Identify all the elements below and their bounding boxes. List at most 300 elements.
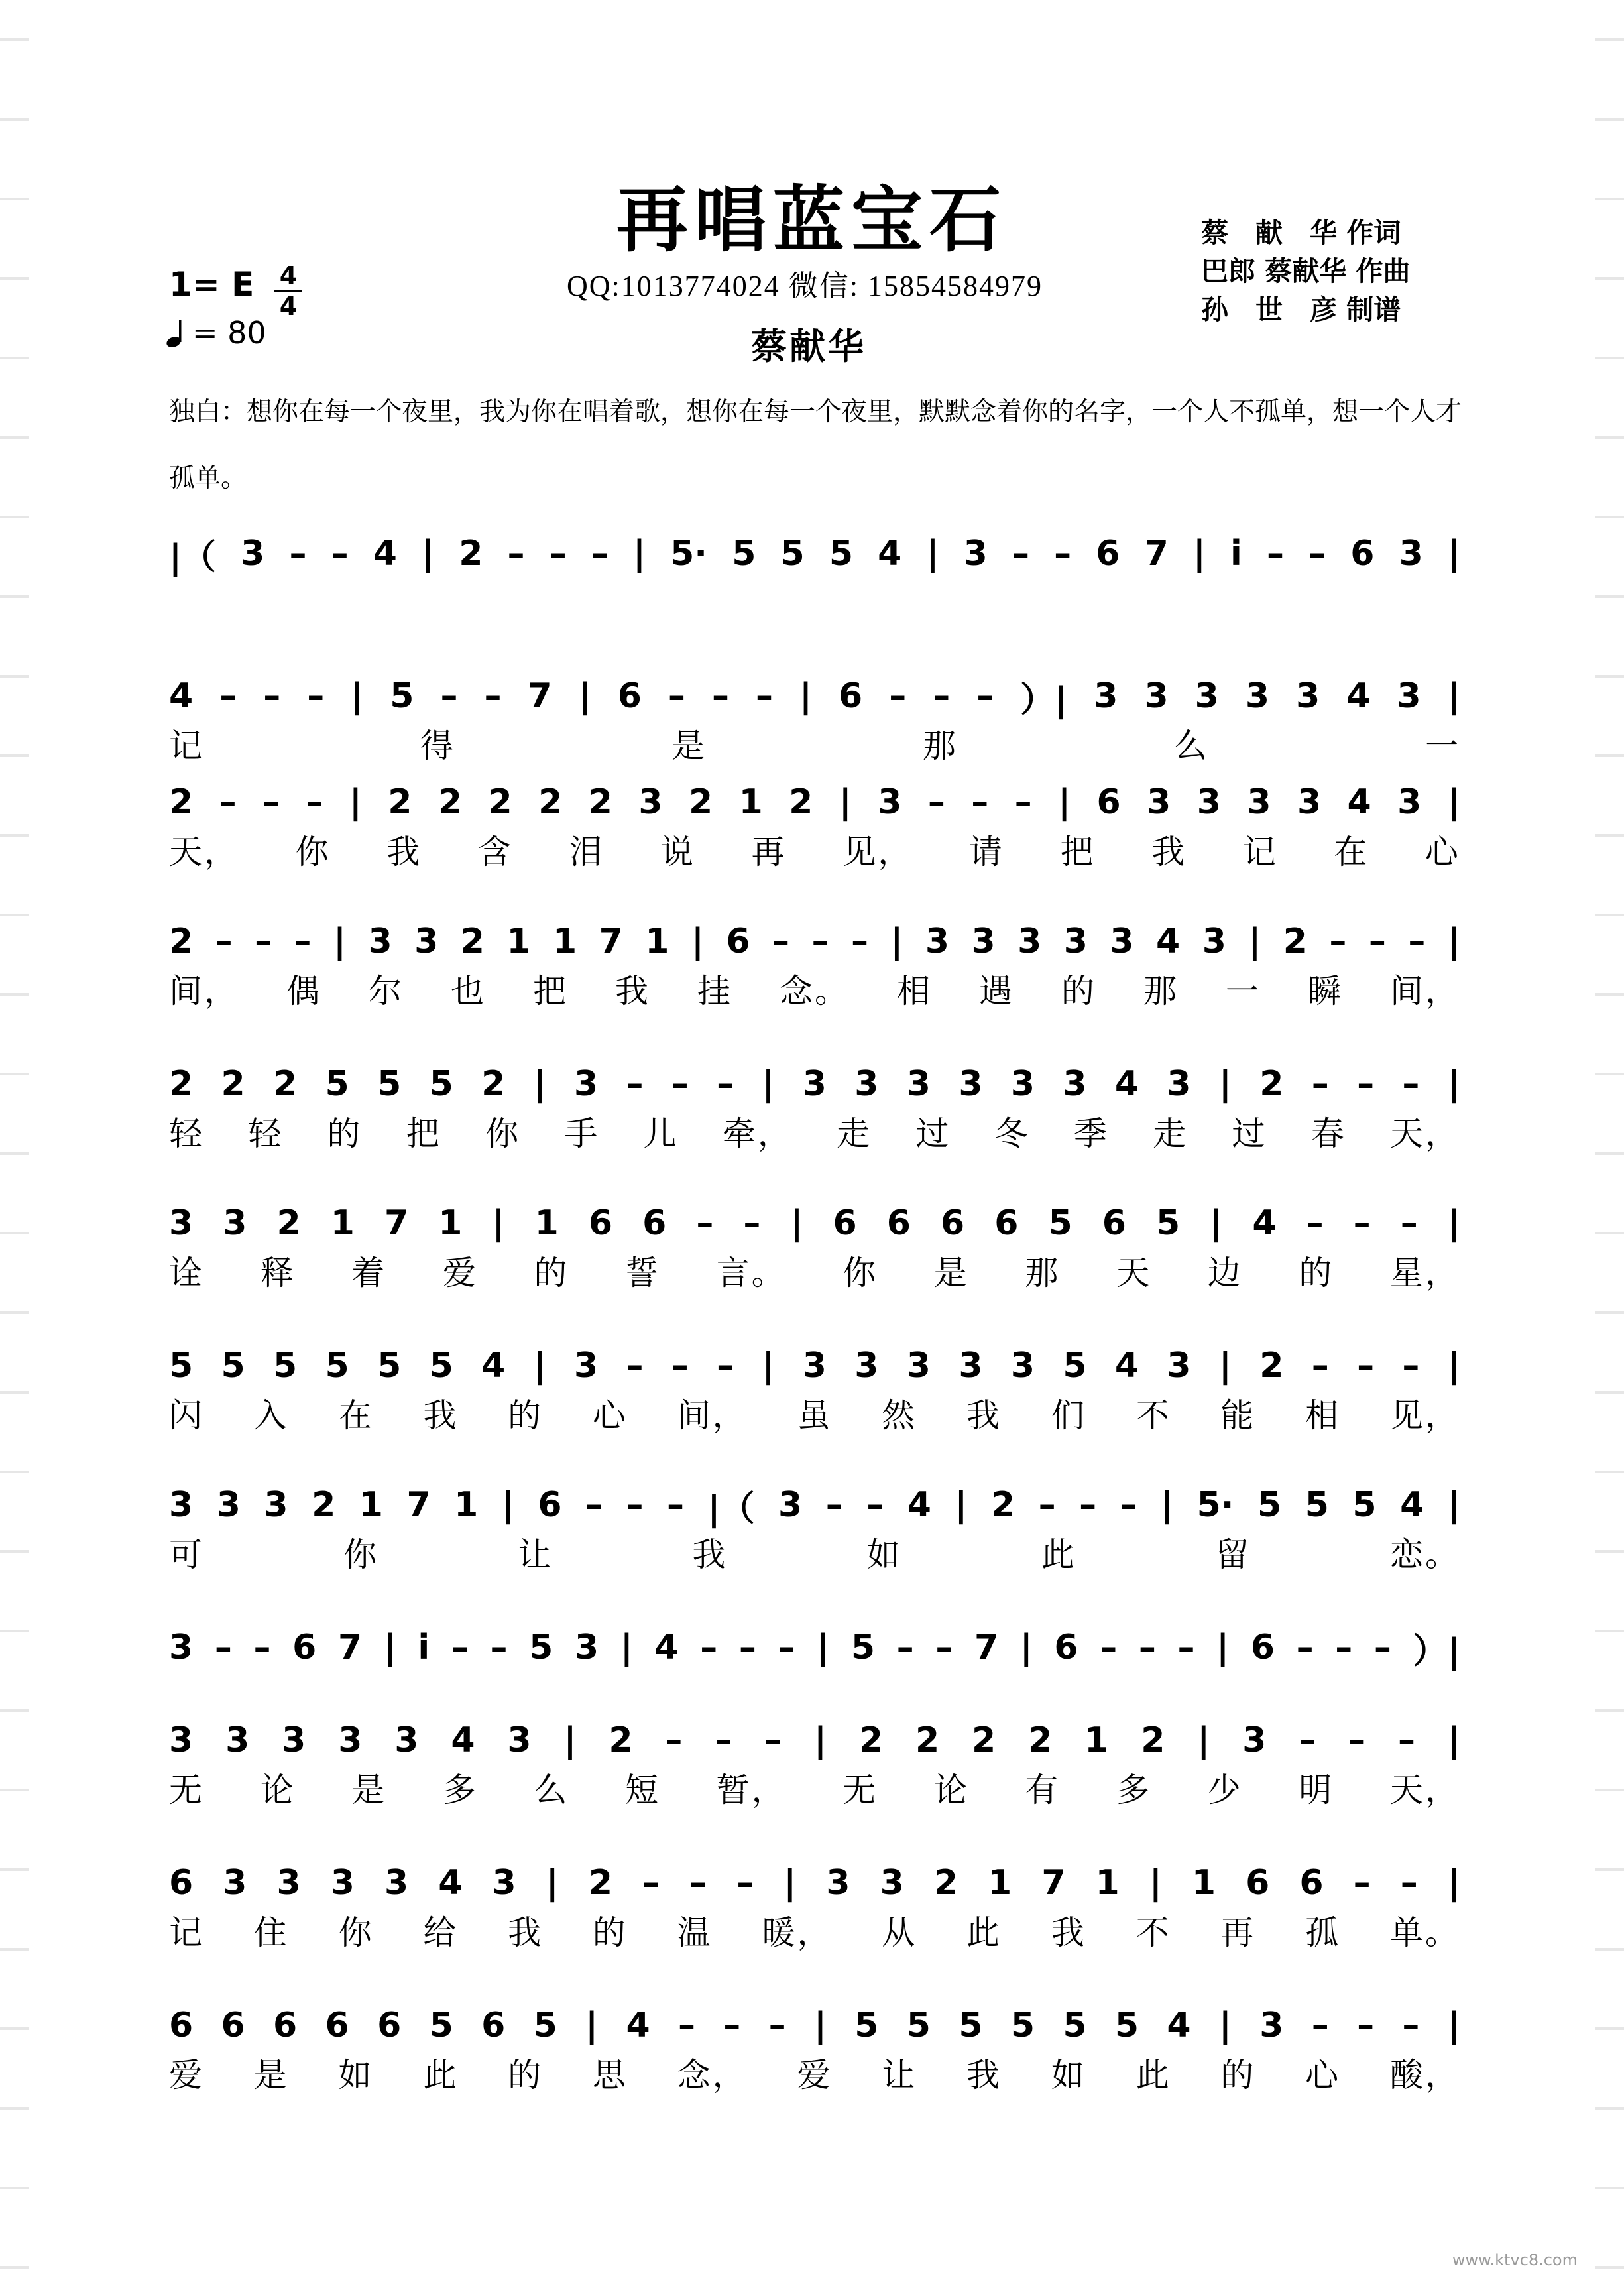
lyric-token: 给 xyxy=(423,1913,459,1952)
notation-token: – xyxy=(1335,1628,1353,1667)
notation-token: 3 xyxy=(1259,2006,1284,2045)
lyric-token: 言。 xyxy=(716,1254,787,1292)
notation-token: 2 xyxy=(169,1064,194,1104)
notation-token: 3 xyxy=(338,1720,363,1760)
lyrics-line xyxy=(169,1532,1460,1572)
lyric-token: 相 xyxy=(897,972,932,1010)
notation-token: ）| xyxy=(1020,680,1068,720)
lyric-token: 手 xyxy=(564,1114,600,1153)
notation-token: 6 xyxy=(1299,1863,1324,1903)
notation-token: | xyxy=(1447,1863,1460,1903)
lyric-token: 在 xyxy=(338,1396,374,1435)
notation-token: 7 xyxy=(337,1628,363,1667)
notation-credit: 孙 世 彦 制谱 xyxy=(1201,294,1401,326)
notation-token: | xyxy=(790,1203,803,1243)
notation-token: | xyxy=(351,676,364,716)
notation-token: – xyxy=(440,676,458,716)
notation-token: – xyxy=(665,1720,683,1760)
lyric-token: 记 xyxy=(1242,833,1278,871)
lyric-token: 暖， xyxy=(762,1913,833,1952)
singer-name: 蔡献华 xyxy=(751,325,866,367)
notation-token: – xyxy=(677,2006,695,2045)
score-row xyxy=(0,2002,1624,2095)
notation-token: – xyxy=(307,676,325,716)
notation-token: 5 xyxy=(906,2006,931,2045)
notation-token: i xyxy=(418,1628,430,1667)
notation-token: 2 xyxy=(789,782,813,822)
notation-token: 5 xyxy=(850,1628,876,1667)
notation-token: | xyxy=(620,1628,633,1667)
notation-token: 3 xyxy=(1010,1346,1035,1386)
notation-token: – xyxy=(1038,1485,1056,1525)
lyric-token: 我 xyxy=(692,1535,728,1574)
notation-token: 6 xyxy=(838,676,863,716)
notation-token: 2 xyxy=(915,1720,940,1760)
notation-token: 5 xyxy=(529,1628,553,1667)
notation-token: 3 xyxy=(169,1203,194,1243)
time-signature-bottom: 4 xyxy=(279,292,298,321)
notation-token: 3 xyxy=(282,1720,306,1760)
notation-token: | xyxy=(1447,1064,1460,1104)
notation-token: 4 xyxy=(373,534,397,573)
notation-token: | xyxy=(1218,2006,1232,2045)
lyric-token: 诠 xyxy=(169,1254,204,1292)
notation-token: – xyxy=(736,1863,754,1903)
notation-token: – xyxy=(1299,1720,1316,1760)
notation-token: – xyxy=(723,2006,741,2045)
notation-token: 3 xyxy=(880,1863,904,1903)
notation-token: – xyxy=(1402,2006,1420,2045)
notation-token: 6 xyxy=(481,2006,506,2045)
notation-token: 2 xyxy=(221,1064,245,1104)
notation-token: – xyxy=(1308,534,1326,573)
notation-token: 3 xyxy=(1063,1064,1087,1104)
lyric-token: 过 xyxy=(1232,1114,1267,1153)
lyric-token: 遇 xyxy=(979,972,1014,1010)
notation-token: – xyxy=(976,676,994,716)
notation-token: 3 xyxy=(1399,534,1423,573)
lyric-token: 短 xyxy=(625,1771,661,1809)
notation-token: | xyxy=(1447,2006,1460,2045)
lyric-token: 冬 xyxy=(994,1114,1030,1153)
lyric-token: 是 xyxy=(933,1254,969,1292)
lyric-token: 相 xyxy=(1305,1396,1341,1435)
notation-token: 7 xyxy=(1144,534,1169,573)
lyric-token: 记 xyxy=(169,1913,204,1952)
notation-token: | xyxy=(1058,782,1071,822)
notation-token: 1 xyxy=(438,1203,463,1243)
notation-token: 3 xyxy=(169,1485,194,1525)
lyric-token: 把 xyxy=(533,972,568,1010)
notation-token: – xyxy=(253,1628,271,1667)
notation-token: 4 xyxy=(1400,1485,1424,1525)
notation-token: – xyxy=(1400,1863,1418,1903)
lyric-token: 暂， xyxy=(716,1771,787,1809)
notation-token: 4 xyxy=(1252,1203,1277,1243)
notation-token: – xyxy=(971,782,989,822)
notation-token: 4 xyxy=(1167,2006,1191,2045)
notation-token: 2 xyxy=(460,922,485,961)
song-title: 再唱蓝宝石 xyxy=(616,178,1008,262)
score-row xyxy=(0,1717,1624,1810)
lyric-token: 多 xyxy=(442,1771,478,1809)
notation-token: 3 xyxy=(963,534,988,573)
notation-line xyxy=(169,918,1460,965)
notation-token: | xyxy=(533,1346,546,1386)
notation-token: 5 xyxy=(221,1346,245,1386)
notation-token: – xyxy=(1054,534,1072,573)
contact-info: QQ:1013774024 微信: 15854584979 xyxy=(567,270,1043,302)
lyric-token: 爱 xyxy=(169,2056,204,2094)
lyric-token: 有 xyxy=(1025,1771,1061,1809)
lyric-token: 过 xyxy=(915,1114,951,1153)
lyric-token: 单。 xyxy=(1389,1913,1460,1952)
notation-token: 3 xyxy=(1110,922,1134,961)
notation-token: | xyxy=(1218,1064,1232,1104)
notation-token: 3 xyxy=(1010,1064,1035,1104)
lyrics-line xyxy=(169,1393,1460,1433)
notation-token: 2 xyxy=(688,782,713,822)
notation-token: 3 xyxy=(573,1064,599,1104)
notation-token: 4 xyxy=(438,1863,463,1903)
lyric-token: 孤 xyxy=(1305,1913,1341,1952)
notation-token: 5 xyxy=(780,534,805,573)
lyric-token: 挂 xyxy=(697,972,732,1010)
lyric-token: 我 xyxy=(1051,1913,1086,1952)
notation-token: – xyxy=(1402,1346,1420,1386)
notation-token: 4 xyxy=(907,1485,931,1525)
notation-token: | xyxy=(333,922,346,961)
lyrics-line xyxy=(169,2053,1460,2092)
notation-token: 6 xyxy=(169,2006,194,2045)
notation-token: 3 xyxy=(878,782,902,822)
notation-token: 3 xyxy=(958,1064,983,1104)
lyric-token: 请 xyxy=(968,833,1004,871)
notation-token: – xyxy=(263,676,281,716)
notation-token: 7 xyxy=(528,676,552,716)
notation-token: 5 xyxy=(1257,1485,1282,1525)
notation-token: 5 xyxy=(377,1064,402,1104)
lyric-token: 天， xyxy=(1389,1114,1460,1153)
notation-token: – xyxy=(1306,1203,1324,1243)
notation-token: – xyxy=(1402,1064,1420,1104)
notation-token: 2 xyxy=(609,1720,633,1760)
notation-token: | xyxy=(1197,1720,1210,1760)
lyric-token: 泪 xyxy=(569,833,605,871)
lyrics-line xyxy=(169,1768,1460,1807)
lyric-token: 天， xyxy=(169,833,239,871)
notation-token: 4 xyxy=(169,676,194,716)
notation-token: – xyxy=(262,782,280,822)
lyric-token: 含 xyxy=(477,833,513,871)
notation-token: | xyxy=(817,1628,830,1667)
lyric-token: 间， xyxy=(169,972,239,1010)
notation-token: 6 xyxy=(377,2006,402,2045)
notation-token: – xyxy=(289,534,307,573)
notation-token: – xyxy=(1408,922,1426,961)
lyric-token: 酸， xyxy=(1389,2056,1460,2094)
lyric-token: 在 xyxy=(1334,833,1369,871)
notation-token: 3 xyxy=(368,922,392,961)
notation-token: – xyxy=(889,676,907,716)
notation-token: 5 xyxy=(1063,2006,1087,2045)
lyrics-line xyxy=(169,1111,1460,1151)
lyric-token: 的 xyxy=(534,1254,569,1292)
notation-token: 5 xyxy=(1352,1485,1377,1525)
notation-token: | xyxy=(813,2006,827,2045)
notation-token: – xyxy=(642,1863,660,1903)
lyric-token: 明 xyxy=(1299,1771,1334,1809)
notation-token: – xyxy=(591,534,609,573)
lyric-token: 我 xyxy=(386,833,422,871)
notation-line xyxy=(169,1061,1460,1107)
notation-token: | xyxy=(546,1863,559,1903)
notation-token: – xyxy=(1357,2006,1375,2045)
lyric-token: 我 xyxy=(1151,833,1187,871)
notation-token: 2 xyxy=(169,922,194,961)
notation-token: 4 xyxy=(1156,922,1181,961)
notation-token: 5 xyxy=(732,534,756,573)
lyrics-line xyxy=(169,581,1460,621)
lyric-token: 让 xyxy=(518,1535,553,1574)
lyric-token: 的 xyxy=(1299,1254,1334,1292)
notation-token: – xyxy=(1373,1628,1391,1667)
lyric-token: 的 xyxy=(1061,972,1096,1010)
notation-token: 5 xyxy=(1063,1346,1087,1386)
notation-token: 3 xyxy=(264,1485,288,1525)
notation-token: | xyxy=(814,1720,827,1760)
notation-token: 1 xyxy=(553,922,577,961)
notation-token: | xyxy=(1019,1628,1033,1667)
lyric-token: 间， xyxy=(1390,972,1460,1010)
score-row xyxy=(0,1343,1624,1435)
notation-token: – xyxy=(711,676,729,716)
notation-token: 3 xyxy=(778,1485,803,1525)
notation-token: 2 xyxy=(273,1064,298,1104)
lyric-token: 走 xyxy=(837,1114,872,1153)
time-signature xyxy=(273,263,304,319)
notation-token: 3 xyxy=(216,1485,241,1525)
lyric-token: 见， xyxy=(1389,1396,1460,1435)
lyric-token: 的 xyxy=(1220,2056,1256,2094)
notation-token: 3 xyxy=(507,1720,532,1760)
notation-token: 3 xyxy=(638,782,663,822)
composer-credit: 巴郎 蔡献华 作曲 xyxy=(1201,255,1411,287)
notation-token: | xyxy=(1210,1203,1223,1243)
lyric-token: 的 xyxy=(508,1396,544,1435)
lyric-token: 轻 xyxy=(169,1114,204,1153)
notation-token: 1 xyxy=(454,1485,479,1525)
lyric-token: 无 xyxy=(169,1771,204,1809)
notation-token: 3 xyxy=(1245,676,1270,716)
notation-token: 3 xyxy=(1017,922,1042,961)
notation-token: 1 xyxy=(506,922,531,961)
notation-token: 3 xyxy=(414,922,439,961)
notation-token: – xyxy=(294,922,312,961)
notation-token: 5 xyxy=(1010,2006,1035,2045)
lyrics-line xyxy=(169,969,1460,1008)
score-row xyxy=(0,779,1624,872)
notation-token: – xyxy=(1100,1628,1118,1667)
notation-token: | xyxy=(1447,782,1460,822)
notation-line xyxy=(169,1717,1460,1764)
notation-token: 3 xyxy=(394,1720,419,1760)
notation-token: – xyxy=(1012,534,1029,573)
notation-token: 2 xyxy=(481,1064,506,1104)
notation-token: 3 xyxy=(223,1203,247,1243)
lyric-token: 那 xyxy=(1025,1254,1061,1292)
notation-token: 6 xyxy=(538,1485,562,1525)
notation-token: 7 xyxy=(406,1485,431,1525)
lyric-token: 再 xyxy=(1220,1913,1256,1952)
notation-token: 2 xyxy=(972,1720,996,1760)
notation-token: 4 xyxy=(878,534,902,573)
notation-token: | xyxy=(955,1485,968,1525)
notation-token: | xyxy=(799,676,812,716)
score-row xyxy=(0,1624,1624,1717)
notation-token: – xyxy=(585,1485,603,1525)
notation-token: – xyxy=(1311,1346,1329,1386)
notation-token: 6 xyxy=(588,1203,612,1243)
site-watermark: www.ktvc8.com xyxy=(1452,2251,1578,2269)
lyric-token: 此 xyxy=(1041,1535,1076,1574)
notation-token: 3 xyxy=(802,1064,827,1104)
notation-token: 5 xyxy=(377,1346,402,1386)
notation-token: 4 xyxy=(626,2006,650,2045)
notation-token: |（ xyxy=(707,1488,755,1529)
notation-token: 6 xyxy=(617,676,642,716)
notation-line xyxy=(169,1860,1460,1906)
lyric-token: 牵， xyxy=(722,1114,793,1153)
lyric-token: 走 xyxy=(1153,1114,1189,1153)
notation-token: 2 xyxy=(169,782,194,822)
notation-token: 1 xyxy=(988,1863,1012,1903)
notation-token: 2 xyxy=(990,1485,1015,1525)
notation-token: – xyxy=(811,922,829,961)
notation-token: 6 xyxy=(169,1863,194,1903)
notation-token: 1 xyxy=(1191,1863,1216,1903)
lyric-token: 让 xyxy=(882,2056,917,2094)
notation-token: – xyxy=(507,534,525,573)
lyric-token: 闪 xyxy=(169,1396,204,1435)
lyric-token: 心 xyxy=(1424,833,1460,871)
notation-token: 5· xyxy=(1196,1485,1234,1525)
lyric-token: 的 xyxy=(592,1913,628,1952)
lyric-token: 入 xyxy=(253,1396,289,1435)
notation-token: | xyxy=(762,1064,775,1104)
notation-token: – xyxy=(850,922,868,961)
notation-token: – xyxy=(768,2006,786,2045)
lyric-token: 誓 xyxy=(625,1254,661,1292)
notation-token: 3 xyxy=(169,1720,194,1760)
notation-token: – xyxy=(825,1485,843,1525)
notation-token: – xyxy=(778,1628,795,1667)
lyric-token: 我 xyxy=(615,972,650,1010)
notation-token: – xyxy=(306,782,323,822)
lyric-token: 如 xyxy=(1051,2056,1086,2094)
notation-token: | xyxy=(783,1863,797,1903)
notation-token: – xyxy=(764,1720,782,1760)
notation-token: 2 xyxy=(437,782,463,822)
notation-token: – xyxy=(715,1720,732,1760)
notation-token: 5 xyxy=(325,1064,349,1104)
notation-token: – xyxy=(1357,1064,1375,1104)
notation-token: | xyxy=(1149,1863,1162,1903)
notation-token: – xyxy=(1357,1346,1375,1386)
notation-token: 5 xyxy=(325,1346,349,1386)
notation-token: | xyxy=(632,534,646,573)
lyrics-line xyxy=(169,723,1460,763)
notation-token: – xyxy=(1267,534,1285,573)
notation-token: 5 xyxy=(1114,2006,1139,2045)
notation-token: – xyxy=(1120,1485,1137,1525)
lyric-token: 你 xyxy=(343,1535,379,1574)
notation-token: 3 xyxy=(1242,1720,1267,1760)
lyric-token: 尔 xyxy=(369,972,404,1010)
notation-token: 3 xyxy=(1144,676,1169,716)
lyric-token: 可 xyxy=(169,1535,204,1574)
notation-line xyxy=(169,2002,1460,2049)
lyric-token: 偶 xyxy=(286,972,321,1010)
notation-line xyxy=(169,1482,1460,1528)
notation-token: 3 xyxy=(971,922,996,961)
notation-token: 6 xyxy=(1096,782,1121,822)
notation-line xyxy=(169,1200,1460,1246)
notation-token: 6 xyxy=(1350,534,1375,573)
notation-token: 4 xyxy=(1347,782,1371,822)
notation-line xyxy=(169,1343,1460,1389)
lyric-token: 住 xyxy=(253,1913,289,1952)
lyric-token: 你 xyxy=(295,833,331,871)
notation-token: |（ xyxy=(169,537,216,577)
notation-token: | xyxy=(1447,1720,1460,1760)
notation-token: 4 xyxy=(451,1720,475,1760)
notation-token: 2 xyxy=(1259,1064,1284,1104)
notation-token: 3 xyxy=(854,1346,879,1386)
notation-token: | xyxy=(563,1720,577,1760)
lyric-token: 是 xyxy=(351,1771,387,1809)
lyric-token: 无 xyxy=(842,1771,878,1809)
notation-token: – xyxy=(626,1346,644,1386)
lyric-token: 不 xyxy=(1135,1913,1171,1952)
notation-token: 3 xyxy=(1397,676,1421,716)
notation-token: 3 xyxy=(276,1863,301,1903)
notation-token: 6 xyxy=(1054,1628,1078,1667)
lyric-token: 少 xyxy=(1207,1771,1243,1809)
notation-token: 3 xyxy=(906,1064,931,1104)
lyric-token: 也 xyxy=(451,972,486,1010)
lyric-token: 念， xyxy=(677,2056,748,2094)
notation-token: 5 xyxy=(854,2006,879,2045)
notation-token: | xyxy=(1248,922,1261,961)
score-row xyxy=(0,1200,1624,1293)
notation-token: 2 xyxy=(1283,922,1307,961)
notation-token: 2 xyxy=(276,1203,301,1243)
notation-token: | xyxy=(422,534,435,573)
notation-token: 6 xyxy=(325,2006,349,2045)
notation-token: 5 xyxy=(429,2006,453,2045)
lyric-token: 心 xyxy=(592,1396,628,1435)
lyric-token: 此 xyxy=(966,1913,1002,1952)
notation-token: 1 xyxy=(645,922,669,961)
notation-token: 5 xyxy=(390,676,414,716)
lyric-token: 如 xyxy=(338,2056,374,2094)
lyric-token: 你 xyxy=(338,1913,374,1952)
lyric-token: 的 xyxy=(508,2056,544,2094)
notation-token: 6 xyxy=(642,1203,667,1243)
notation-token: 3 xyxy=(1247,782,1271,822)
notation-token: – xyxy=(743,1203,761,1243)
